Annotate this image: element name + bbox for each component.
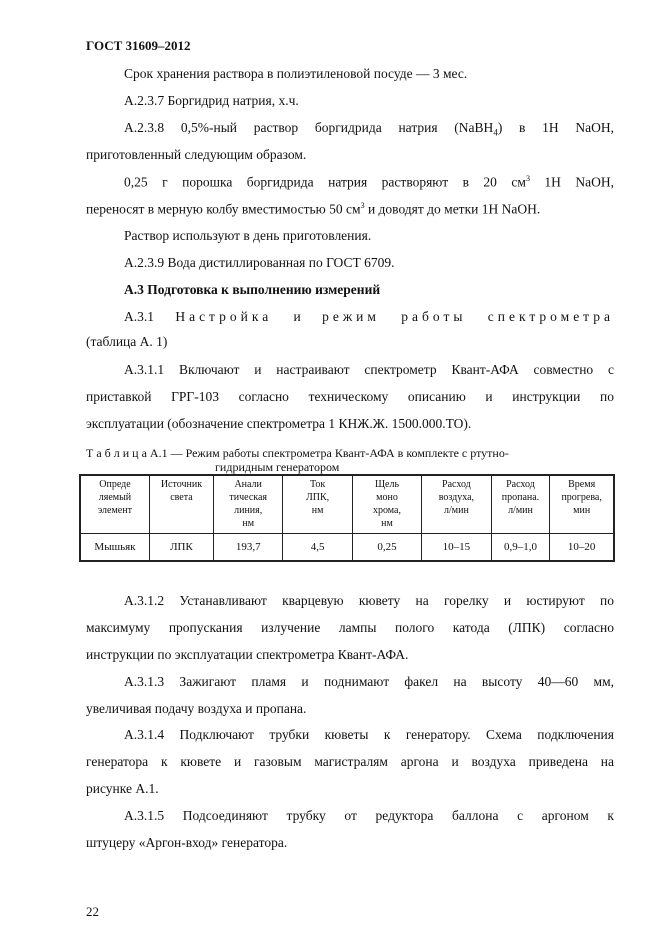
table-cell: 0,9–1,0 [491, 534, 550, 562]
paragraph-line: генератора к кювете и газовым магистралям аргона и воздуха приведена на [86, 754, 614, 769]
subsection-heading: А.3.1 Настройка и режим работы спектрометра [124, 309, 614, 324]
paragraph-line: увеличивая подачу воздуха и пропана. [86, 701, 307, 716]
table-header-cell: Опреде ляемый элемент [80, 475, 149, 534]
paragraph-line: А.3.1.4 Подключают трубки кюветы к генератору. Схема подключения [124, 727, 614, 742]
table-cell: 10–15 [422, 534, 491, 562]
table-header-cell: Анали тическая линия, нм [213, 475, 282, 534]
table-header-cell: Источник света [149, 475, 213, 534]
paragraph-line: А.2.3.9 Вода дистиллированная по ГОСТ 6709. [124, 255, 395, 270]
paragraph-line: инструкции по эксплуатации спектрометра Квант-АФА. [86, 647, 409, 662]
spectrometer-mode-table [79, 474, 615, 562]
table-cell: Мышьяк [80, 534, 149, 562]
document-header: ГОСТ 31609–2012 [86, 38, 191, 53]
paragraph-line: эксплуатации (обозначение спектрометра 1 КНЖ.Ж. 1500.000.ТО). [86, 416, 472, 431]
paragraph-line: (таблица А. 1) [86, 334, 168, 349]
section-heading: А.3 Подготовка к выполнению измерений [124, 282, 381, 297]
table-caption: Т а б л и ц а А.1 — Режим работы спектрометра Квант-АФА в комплекте с ртутно- [86, 446, 509, 460]
table-row [80, 534, 614, 562]
paragraph-line: А.3.1.2 Устанавливают кварцевую кювету на горелку и юстируют по [124, 593, 614, 608]
paragraph-line: приставкой ГРГ-103 согласно техническому описанию и инструкции по [86, 389, 614, 404]
table-header-cell: Щель моно хрома, нм [352, 475, 421, 534]
table-cell: 0,25 [352, 534, 421, 562]
paragraph-line: Раствор используют в день приготовления. [124, 228, 372, 243]
table-caption-cont: гидридным генератором [215, 460, 340, 474]
paragraph-line: Срок хранения раствора в полиэтиленовой посуде — 3 мес. [124, 66, 468, 81]
table-header-cell: Расход воздуха, л/мин [422, 475, 491, 534]
paragraph-line: переносят в мерную колбу вместимостью 50 $см^3$ и доводят до метки 1Н NaOH. [86, 201, 541, 217]
table-cell: 10–20 [550, 534, 614, 562]
paragraph-line: А.2.3.8 0,5%-ный раствор боргидрида натрия (NaBH$_4$) в 1Н NaOH, [124, 120, 615, 138]
paragraph-line: 0,25 г порошка боргидрида натрия растворяют в 20 $см^3$ 1Н NaOH, [124, 174, 614, 190]
paragraph-line: А.3.1.5 Подсоединяют трубку от редуктора баллона с аргоном к [124, 808, 614, 823]
paragraph-line: А.2.3.7 Боргидрид натрия, х.ч. [124, 93, 299, 108]
paragraph-line: максимуму пропускания излучение лампы полого катода (ЛПК) согласно [86, 620, 614, 635]
paragraph-line: рисунке А.1. [86, 781, 159, 796]
paragraph-line: А.3.1.3 Зажигают пламя и поднимают факел на высоту 40—60 мм, [124, 674, 614, 689]
table-header-cell: Ток ЛПК, нм [283, 475, 352, 534]
page-number: 22 [86, 904, 99, 919]
paragraph-line: приготовленный следующим образом. [86, 147, 307, 162]
table-cell: ЛПК [149, 534, 213, 562]
paragraph-line: штуцеру «Аргон-вход» генератора. [86, 835, 288, 850]
table-header-cell: Время прогрева, мин [550, 475, 614, 534]
paragraph-line: А.3.1.1 Включают и настраивают спектрометр Квант-АФА совместно с [124, 362, 614, 377]
table-header-cell: Расход пропана. л/мин [491, 475, 550, 534]
table-cell: 4,5 [283, 534, 352, 562]
table-cell: 193,7 [213, 534, 282, 562]
